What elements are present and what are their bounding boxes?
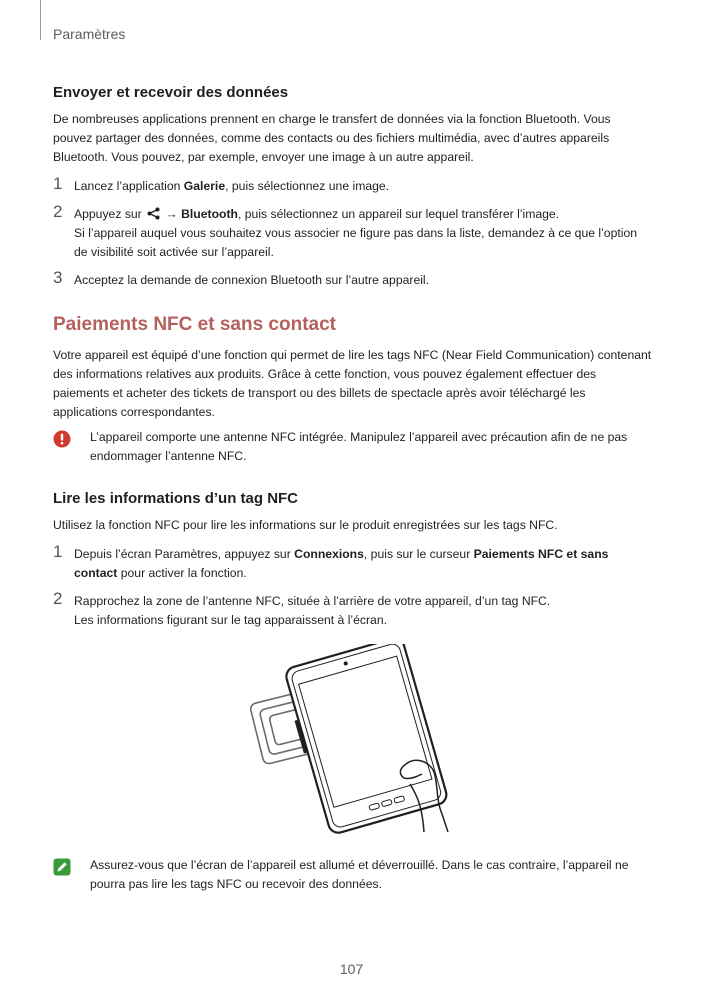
- step-1: 1 Depuis l’écran Paramètres, appuyez sur Connexions, puis sur le curseur Paiements NFC et sans contact pour activer la fonction.: [53, 542, 609, 580]
- step-number: 3: [53, 268, 63, 287]
- step-note: Si l’appareil auquel vous souhaitez vous associer ne figure pas dans la liste, demandez à ce que l’option de visibilité soit activée sur l’appareil.: [74, 226, 638, 259]
- share-icon: [147, 207, 160, 220]
- section-intro: Votre appareil est équipé d’une fonction qui permet de lire les tags NFC (Near Field Communication) contenant des informations relatives aux produits. Grâce à cette fonction, vous pouvez également effectuer des paiements et acheter des tickets de transport ou des billets de spectacle après avoir téléchargé les applications correspondantes.: [53, 348, 652, 419]
- app-name-galerie: Galerie: [183, 179, 226, 193]
- tip-notice: Assurez-vous que l’écran de l’appareil est allumé et déverrouillé. Dans le cas contraire, l’appareil ne pourra pas lire les tags NFC ou recevoir des données.: [53, 856, 653, 894]
- page-rule: [40, 0, 41, 40]
- section-intro: Utilisez la fonction NFC pour lire les informations sur le produit enregistrées sur les tags NFC.: [53, 518, 558, 532]
- step-2: 2 Appuyez sur → Bluetooth, puis sélectionnez un appareil sur lequel transférer l’image. Si l’appareil auquel vous souhaitez vous associer ne figure pas dans la liste, demandez à ce que l’option de visibilité soit activée sur l’appareil.: [53, 205, 653, 262]
- step-1: 1 Lancez l’application Galerie, puis sélectionnez une image.: [53, 174, 390, 193]
- step-3: 3 Acceptez la demande de connexion Bluetooth sur l’autre appareil.: [53, 268, 430, 287]
- menu-connexions: Connexions: [294, 547, 364, 561]
- step-number: 2: [53, 589, 63, 608]
- switch-nfc: Paiements NFC et sans contact: [74, 547, 609, 580]
- page-number: 107: [339, 961, 364, 977]
- section-title-send-receive: Envoyer et recevoir des données: [53, 84, 289, 101]
- section-title-nfc: Paiements NFC et sans contact: [53, 314, 336, 335]
- page-header: Paramètres: [53, 26, 126, 42]
- section-intro: De nombreuses applications prennent en charge le transfert de données via la fonction Bluetooth. Vous pouvez partager des données, comme des contacts ou des fichiers multimédia, avec d’autres appareils Bluetooth. Vous pouvez, par exemple, envoyer une image à un autre appareil.: [53, 112, 611, 164]
- step-number: 2: [53, 202, 63, 221]
- caution-icon: [53, 430, 71, 448]
- caution-notice: L’appareil comporte une antenne NFC intégrée. Manipulez l’appareil avec précaution afin de ne pas endommager l’antenne NFC.: [53, 428, 653, 466]
- step-2: 2 Rapprochez la zone de l’antenne NFC, située à l’arrière de votre appareil, d’un tag NFC. Les informations figurant sur le tag apparaissent à l’écran.: [53, 592, 653, 630]
- page-content: [53, 84, 653, 894]
- menu-bluetooth: Bluetooth: [181, 207, 238, 221]
- step-number: 1: [53, 542, 63, 561]
- step-number: 1: [53, 174, 63, 193]
- arrow: →: [165, 207, 178, 221]
- step-note: Les informations figurant sur le tag apparaissent à l’écran.: [74, 613, 387, 627]
- pencil-note-icon: [53, 858, 71, 876]
- nfc-illustration: [238, 644, 468, 834]
- section-title-read-tag: Lire les informations d’un tag NFC: [53, 490, 299, 507]
